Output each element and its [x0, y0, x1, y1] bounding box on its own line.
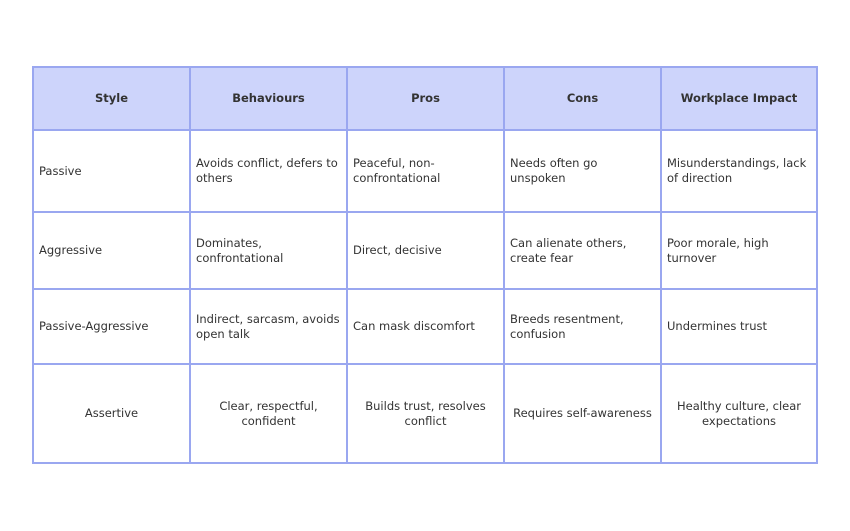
row-assertive-pros: Builds trust, resolves conflict — [348, 365, 505, 462]
header-style: Style — [34, 68, 191, 131]
row-assertive-cons: Requires self-awareness — [505, 365, 662, 462]
row-passive-behaviours: Avoids conflict, defers to others — [191, 131, 348, 213]
row-passive-pros: Peaceful, non-confrontational — [348, 131, 505, 213]
row-passive-aggressive-pros: Can mask discomfort — [348, 290, 505, 365]
header-workplace-impact: Workplace Impact — [662, 68, 816, 131]
row-passive-aggressive-style: Passive-Aggressive — [34, 290, 191, 365]
row-passive-cons: Needs often go unspoken — [505, 131, 662, 213]
row-passive-impact: Misunderstandings, lack of direction — [662, 131, 816, 213]
row-passive-aggressive-impact: Undermines trust — [662, 290, 816, 365]
header-cons: Cons — [505, 68, 662, 131]
row-assertive-behaviours: Clear, respectful, confident — [191, 365, 348, 462]
row-aggressive-style: Aggressive — [34, 213, 191, 290]
row-passive-aggressive-cons: Breeds resentment, confusion — [505, 290, 662, 365]
row-aggressive-behaviours: Dominates, confrontational — [191, 213, 348, 290]
row-assertive-style: Assertive — [34, 365, 191, 462]
row-passive-style: Passive — [34, 131, 191, 213]
communication-styles-table — [32, 66, 818, 464]
row-assertive-impact: Healthy culture, clear expectations — [676, 398, 802, 428]
row-passive-aggressive-behaviours: Indirect, sarcasm, avoids open talk — [191, 290, 348, 365]
row-aggressive-pros: Direct, decisive — [348, 213, 505, 290]
row-aggressive-impact: Poor morale, high turnover — [662, 213, 816, 290]
header-pros: Pros — [348, 68, 505, 131]
row-aggressive-cons: Can alienate others, create fear — [505, 213, 662, 290]
header-behaviours: Behaviours — [191, 68, 348, 131]
